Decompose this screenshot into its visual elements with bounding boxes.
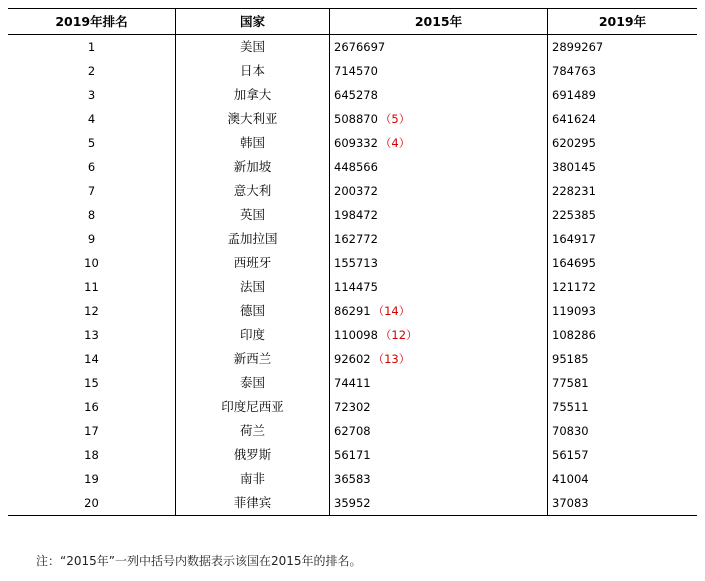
table-row (8, 35, 697, 60)
country-cell: 印度 (176, 323, 330, 347)
country-cell: 德国 (176, 299, 330, 323)
value-2019-cell: 620295 (548, 131, 698, 155)
table-row (8, 467, 697, 491)
value-2019-cell: 225385 (548, 203, 698, 227)
value-2019-cell: 164695 (548, 251, 698, 275)
value-2015: 86291 (334, 304, 371, 318)
country-cell: 韩国 (176, 131, 330, 155)
table-row (8, 275, 697, 299)
value-2015-cell (330, 299, 548, 323)
value-2015: 36583 (334, 472, 371, 486)
header-rank-2019: 2019年排名 (8, 9, 176, 35)
value-2015: 72302 (334, 400, 371, 414)
value-2019-cell: 37083 (548, 491, 698, 516)
value-2019-cell: 2899267 (548, 35, 698, 60)
table-row (8, 131, 697, 155)
value-2019-cell: 380145 (548, 155, 698, 179)
value-2015-cell (330, 347, 548, 371)
header-country: 国家 (176, 9, 330, 35)
country-cell: 荷兰 (176, 419, 330, 443)
value-2015: 2676697 (334, 40, 386, 54)
value-2015-cell (330, 83, 548, 107)
value-2015: 198472 (334, 208, 378, 222)
country-cell: 泰国 (176, 371, 330, 395)
rank-cell: 5 (87, 136, 96, 150)
value-2015-cell (330, 131, 548, 155)
rank-cell: 1 (87, 40, 96, 54)
rank-cell: 20 (8, 491, 176, 516)
value-2015-cell (330, 203, 548, 227)
rank-cell: 17 (84, 424, 99, 438)
table-row (8, 83, 697, 107)
rank-cell: 11 (84, 280, 99, 294)
country-cell: 新西兰 (176, 347, 330, 371)
value-2015: 62708 (334, 424, 371, 438)
value-2019-cell: 70830 (548, 419, 698, 443)
rank-cell: 15 (84, 376, 99, 390)
table-row (8, 491, 697, 516)
value-2015: 162772 (334, 232, 378, 246)
country-cell: 澳大利亚 (176, 107, 330, 131)
value-2015: 110098 (334, 328, 378, 342)
value-2015: 508870 (334, 112, 378, 126)
value-2015-cell (330, 491, 548, 516)
country-cell: 菲律宾 (176, 491, 330, 516)
country-cell: 意大利 (176, 179, 330, 203)
table-row (8, 203, 697, 227)
table-row (8, 371, 697, 395)
value-2019-cell: 164917 (548, 227, 698, 251)
value-2015-cell (330, 155, 548, 179)
value-2015-cell (330, 323, 548, 347)
value-2015: 645278 (334, 88, 378, 102)
ranking-table (8, 8, 697, 516)
rank-cell: 8 (87, 208, 96, 222)
rank-cell: 4 (87, 112, 96, 126)
value-2015-cell (330, 275, 548, 299)
rank-cell: 18 (84, 448, 99, 462)
country-cell: 法国 (176, 275, 330, 299)
country-cell: 孟加拉国 (176, 227, 330, 251)
rank-2015-badge: （12） (379, 328, 418, 342)
value-2015-cell (330, 371, 548, 395)
country-cell: 南非 (176, 467, 330, 491)
value-2019-cell: 119093 (548, 299, 698, 323)
value-2015: 155713 (334, 256, 378, 270)
table-row (8, 227, 697, 251)
table-row (8, 347, 697, 371)
value-2019-cell: 784763 (548, 59, 698, 83)
value-2015-cell (330, 227, 548, 251)
header-row (8, 9, 697, 35)
value-2015-cell (330, 395, 548, 419)
header-2019: 2019年 (548, 9, 698, 35)
value-2015: 714570 (334, 64, 378, 78)
value-2015-cell (330, 419, 548, 443)
value-2015-cell (330, 107, 548, 131)
value-2019-cell: 228231 (548, 179, 698, 203)
value-2015-cell (330, 467, 548, 491)
country-cell: 日本 (176, 59, 330, 83)
value-2015: 74411 (334, 376, 371, 390)
value-2019-cell: 77581 (548, 371, 698, 395)
value-2019-cell: 691489 (548, 83, 698, 107)
table-row (8, 299, 697, 323)
country-cell: 英国 (176, 203, 330, 227)
rank-cell: 10 (84, 256, 99, 270)
country-cell: 印度尼西亚 (176, 395, 330, 419)
rank-cell: 9 (87, 232, 96, 246)
country-cell: 美国 (176, 35, 330, 60)
header-2015: 2015年 (330, 9, 548, 35)
rank-cell: 16 (84, 400, 99, 414)
value-2015-cell (330, 251, 548, 275)
rank-2015-badge: （4） (379, 136, 411, 150)
rank-cell: 3 (87, 88, 96, 102)
rank-cell: 14 (84, 352, 99, 366)
value-2015: 56171 (334, 448, 371, 462)
rank-2015-badge: （5） (379, 112, 411, 126)
value-2019-cell: 108286 (548, 323, 698, 347)
value-2015: 448566 (334, 160, 378, 174)
value-2019-cell: 56157 (548, 443, 698, 467)
table-row (8, 251, 697, 275)
table-row (8, 179, 697, 203)
table-row (8, 419, 697, 443)
value-2019-cell: 121172 (548, 275, 698, 299)
rank-cell: 12 (84, 304, 99, 318)
table-row (8, 443, 697, 467)
value-2015-cell (330, 443, 548, 467)
table-row (8, 323, 697, 347)
rank-cell: 7 (87, 184, 96, 198)
country-cell: 俄罗斯 (176, 443, 330, 467)
country-cell: 新加坡 (176, 155, 330, 179)
value-2019-cell: 75511 (548, 395, 698, 419)
table-row (8, 395, 697, 419)
rank-cell: 6 (87, 160, 96, 174)
rank-cell: 2 (87, 64, 96, 78)
rank-2015-badge: （14） (372, 304, 411, 318)
value-2015-cell (330, 59, 548, 83)
value-2015: 609332 (334, 136, 378, 150)
value-2015: 200372 (334, 184, 378, 198)
country-cell: 西班牙 (176, 251, 330, 275)
value-2019-cell: 641624 (548, 107, 698, 131)
value-2015: 114475 (334, 280, 378, 294)
rank-cell: 19 (84, 472, 99, 486)
value-2015: 92602 (334, 352, 371, 366)
rank-cell: 13 (84, 328, 99, 342)
value-2019-cell: 95185 (548, 347, 698, 371)
table-row (8, 155, 697, 179)
value-2015-cell (330, 179, 548, 203)
table-body (8, 35, 697, 516)
value-2015-cell (330, 35, 548, 60)
country-cell: 加拿大 (176, 83, 330, 107)
footnote: 注：“2015年”一列中括号内数据表示该国在2015年的排名。 (36, 554, 362, 568)
value-2015: 35952 (334, 496, 371, 510)
value-2019-cell: 41004 (548, 467, 698, 491)
table-row (8, 107, 697, 131)
rank-2015-badge: （13） (372, 352, 411, 366)
table-row (8, 59, 697, 83)
